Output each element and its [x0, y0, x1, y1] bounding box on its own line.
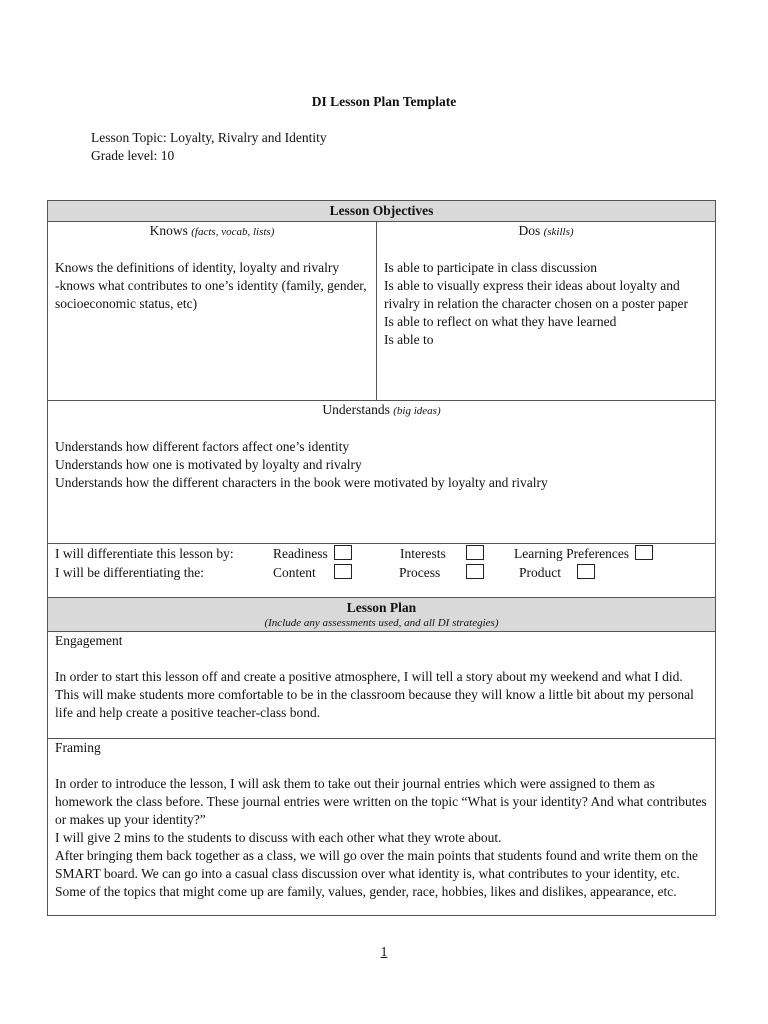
- differentiate-by-label: I will differentiate this lesson by:: [55, 546, 234, 561]
- readiness-option[interactable]: [273, 545, 328, 563]
- process-checkbox[interactable]: [466, 564, 484, 579]
- knows-hint: (facts, vocab, lists): [191, 226, 275, 238]
- engagement-text: In order to start this lesson off and create a positive atmosphere, I will tell a story about my weekend and what I did. This will make students more comfortable to be in the classroom because they will know a little bit about my personal life and help create a positive teacher-class bond.: [55, 669, 694, 720]
- framing-paragraph: In order to introduce the lesson, I will ask them to take out their journal entries which were assigned to them as homework the class before. These journal entries were written on the topic “What is your identity? And what contributes or makes up your identity?”: [55, 776, 707, 827]
- understands-heading: [55, 401, 708, 420]
- engagement-title: Engagement: [55, 633, 123, 648]
- readiness-checkbox[interactable]: [334, 545, 352, 560]
- understands-label: Understands: [322, 402, 390, 417]
- engagement-cell: [48, 632, 716, 739]
- page-number: 1: [380, 944, 388, 959]
- learning-prefs-label: Learning Preferences: [514, 546, 630, 561]
- grade-level: Grade level: 10: [91, 148, 175, 163]
- lesson-topic: Lesson Topic: Loyalty, Rivalry and Identity: [91, 130, 327, 145]
- knows-heading: [55, 222, 369, 241]
- objectives-header-text: Lesson Objectives: [329, 203, 434, 218]
- knows-line: -knows what contributes to one’s identity (family, gender, socioeconomic status, etc): [55, 278, 367, 311]
- knows-cell: [48, 222, 377, 401]
- interests-label: Interests: [400, 546, 446, 561]
- interests-checkbox[interactable]: [466, 545, 484, 560]
- framing-paragraph: After bringing them back together as a class, we will go over the main points that students found and write them on the SMART board. We can go into a casual class discussion over what identity is, what contributes to your identity, etc. Some of the topics that might come up are family, values, gender, race, hobbies, likes and dislikes, appearance, etc.: [55, 848, 698, 899]
- lesson-plan-header-text: Lesson Plan: [346, 600, 417, 615]
- readiness-label: Readiness: [273, 546, 328, 561]
- product-option[interactable]: [519, 564, 561, 582]
- knows-label: Knows: [149, 223, 188, 238]
- product-checkbox[interactable]: [577, 564, 595, 579]
- lesson-plan-table: [47, 200, 716, 916]
- understands-hint: (big ideas): [393, 405, 441, 417]
- lesson-plan-header: [48, 598, 716, 632]
- understands-line: Understands how different factors affect one’s identity: [55, 439, 350, 454]
- product-label: Product: [519, 565, 561, 580]
- dos-line: Is able to visually express their ideas about loyalty and rivalry in relation the character chosen on a poster paper: [384, 278, 688, 311]
- document-title: DI Lesson Plan Template: [311, 94, 457, 109]
- lesson-plan-subheader: (Include any assessments used, and all DI strategies): [264, 617, 499, 629]
- dos-heading: [384, 222, 708, 241]
- understands-cell: [48, 401, 716, 544]
- dos-cell: [377, 222, 716, 401]
- content-checkbox[interactable]: [334, 564, 352, 579]
- content-option[interactable]: [273, 564, 316, 582]
- dos-label: Dos: [518, 223, 541, 238]
- dos-line: Is able to reflect on what they have learned: [384, 314, 617, 329]
- dos-line: Is able to: [384, 332, 434, 347]
- interests-option[interactable]: [400, 545, 446, 563]
- framing-paragraph: I will give 2 mins to the students to discuss with each other what they wrote about.: [55, 830, 502, 845]
- framing-cell: [48, 739, 716, 916]
- process-option[interactable]: [399, 564, 440, 582]
- dos-hint: (skills): [543, 226, 574, 238]
- learning-prefs-checkbox[interactable]: [635, 545, 653, 560]
- content-label: Content: [273, 565, 316, 580]
- understands-line: Understands how the different characters in the book were motivated by loyalty and rivalry: [55, 475, 548, 490]
- process-label: Process: [399, 565, 441, 580]
- learning-prefs-option[interactable]: [514, 545, 629, 563]
- dos-line: Is able to participate in class discussion: [384, 260, 597, 275]
- understands-line: Understands how one is motivated by loyalty and rivalry: [55, 457, 362, 472]
- differentiation-cell: [48, 544, 716, 598]
- framing-title: Framing: [55, 740, 101, 755]
- objectives-header: [48, 201, 716, 222]
- differentiating-label: I will be differentiating the:: [55, 565, 204, 580]
- knows-line: Knows the definitions of identity, loyalty and rivalry: [55, 260, 340, 275]
